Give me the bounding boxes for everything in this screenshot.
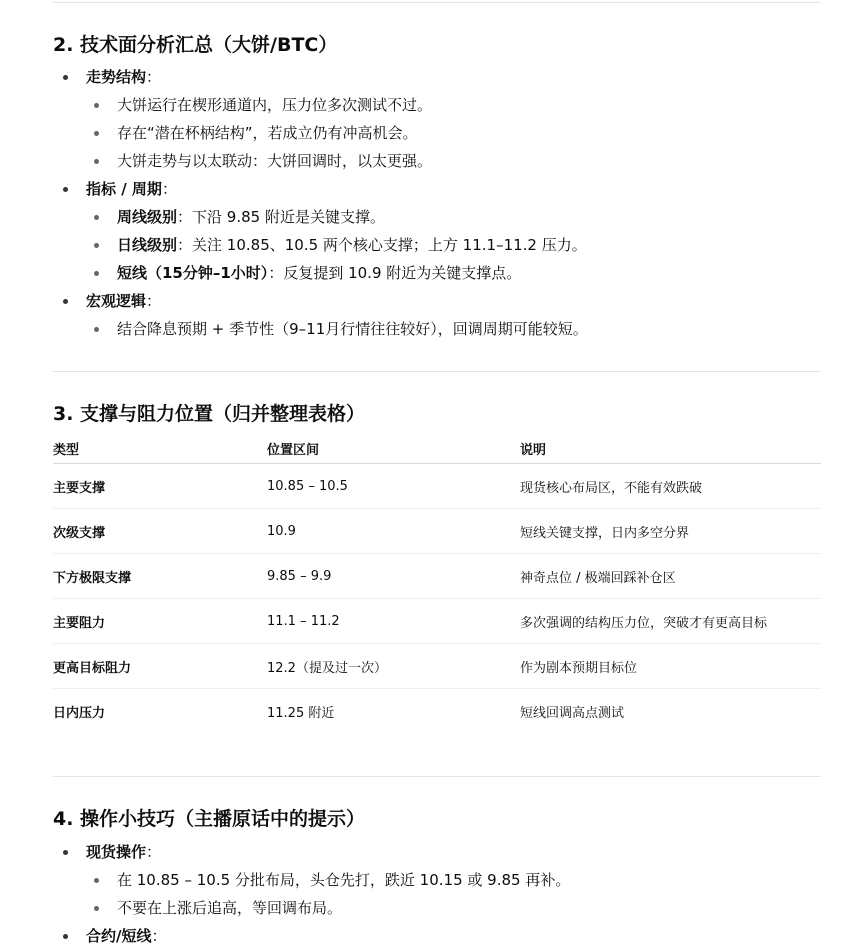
support-resistance-table	[53, 433, 821, 733]
divider	[53, 776, 821, 777]
list-item-contract-short	[0, 922, 857, 950]
daily-text: 关注 10.85、10.5 两个核心支撑；上方 11.1–11.2 压力。	[192, 236, 587, 254]
cell-type: 日内压力	[53, 705, 106, 721]
weekly-text: 下沿 9.85 附近是关键支撑。	[192, 208, 385, 226]
list-item-indicators	[0, 175, 857, 203]
cell-note: 短线回调高点测试	[520, 705, 625, 721]
daily-label: 日线级别	[117, 236, 178, 254]
cell-note: 多次强调的结构压力位，突破才有更高目标	[520, 599, 821, 644]
cell-range: 9.85 – 9.9	[267, 554, 520, 599]
cell-type: 下方极限支撑	[53, 554, 267, 599]
list-item: 大饼运行在楔形通道内，压力位多次测试不过。	[0, 91, 857, 119]
short-term-label: 短线（15分钟–1小时）	[117, 264, 269, 282]
cell-type: 更高目标阻力	[53, 644, 267, 689]
cell-range: 10.85 – 10.5	[267, 464, 520, 509]
colon: ：	[146, 843, 162, 861]
colon: ：	[146, 68, 162, 86]
cell-range: 11.25 附近	[267, 705, 335, 721]
colon: ：	[268, 264, 284, 282]
section-4-heading: 4. 操作小技巧（主播原话中的提示）	[53, 808, 366, 830]
list-item: 结合降息预期 + 季节性（9–11月行情往往较好），回调周期可能较短。	[0, 315, 857, 343]
colon: ：	[146, 292, 162, 310]
section-2-heading: 2. 技术面分析汇总（大饼/BTC）	[53, 34, 338, 56]
colon: ：	[177, 236, 193, 254]
cell-range: 10.9	[267, 509, 520, 554]
list-item: 存在“潜在杯柄结构”，若成立仍有冲高机会。	[0, 119, 857, 147]
cell-note: 神奇点位 / 极端回踩补仓区	[520, 554, 821, 599]
column-header-range: 位置区间	[267, 433, 520, 464]
table-header-row	[53, 433, 821, 464]
trend-structure-label: 走势结构	[86, 68, 147, 86]
short-term-text: 反复提到 10.9 附近为关键支撑点。	[283, 264, 522, 282]
colon: ：	[151, 927, 167, 945]
list-item-weekly	[0, 203, 857, 231]
colon: ：	[161, 180, 177, 198]
cell-note: 短线关键支撑，日内多空分界	[520, 509, 821, 554]
table-row	[53, 644, 821, 689]
list-item-daily	[0, 231, 857, 259]
list-item-macro-logic	[0, 287, 857, 315]
list-item: 大饼走势与以太联动：大饼回调时，以太更强。	[0, 147, 857, 175]
table-row	[53, 464, 821, 509]
table-row	[53, 689, 821, 734]
cell-type: 主要支撑	[53, 464, 267, 509]
table-row	[53, 554, 821, 599]
cell-range: 12.2（提及过一次）	[267, 644, 520, 689]
divider-top	[53, 2, 821, 3]
section-4-list	[0, 838, 857, 950]
cell-type: 主要阻力	[53, 599, 267, 644]
section-2-list	[0, 63, 857, 343]
contract-short-label: 合约/短线	[86, 927, 152, 945]
spot-operation-label: 现货操作	[86, 843, 147, 861]
column-header-note: 说明	[520, 433, 821, 464]
column-header-type: 类型	[53, 433, 267, 464]
cell-range: 11.1 – 11.2	[267, 599, 520, 644]
macro-logic-label: 宏观逻辑	[86, 292, 147, 310]
list-item: 在 10.85 – 10.5 分批布局，头仓先打，跌近 10.15 或 9.85 再补。	[0, 866, 857, 894]
colon: ：	[177, 208, 193, 226]
cell-note: 作为剧本预期目标位	[520, 644, 821, 689]
list-item: 不要在上涨后追高，等回调布局。	[0, 894, 857, 922]
weekly-label: 周线级别	[117, 208, 178, 226]
section-3-heading: 3. 支撑与阻力位置（归并整理表格）	[53, 403, 366, 425]
table-row	[53, 509, 821, 554]
indicators-label: 指标 / 周期	[86, 180, 162, 198]
cell-note: 现货核心布局区，不能有效跌破	[520, 464, 821, 509]
list-item-spot-operation	[0, 838, 857, 866]
list-item-short-term	[0, 259, 857, 287]
cell-type: 次级支撑	[53, 509, 267, 554]
divider	[53, 371, 821, 372]
table-row	[53, 599, 821, 644]
list-item-trend-structure	[0, 63, 857, 91]
